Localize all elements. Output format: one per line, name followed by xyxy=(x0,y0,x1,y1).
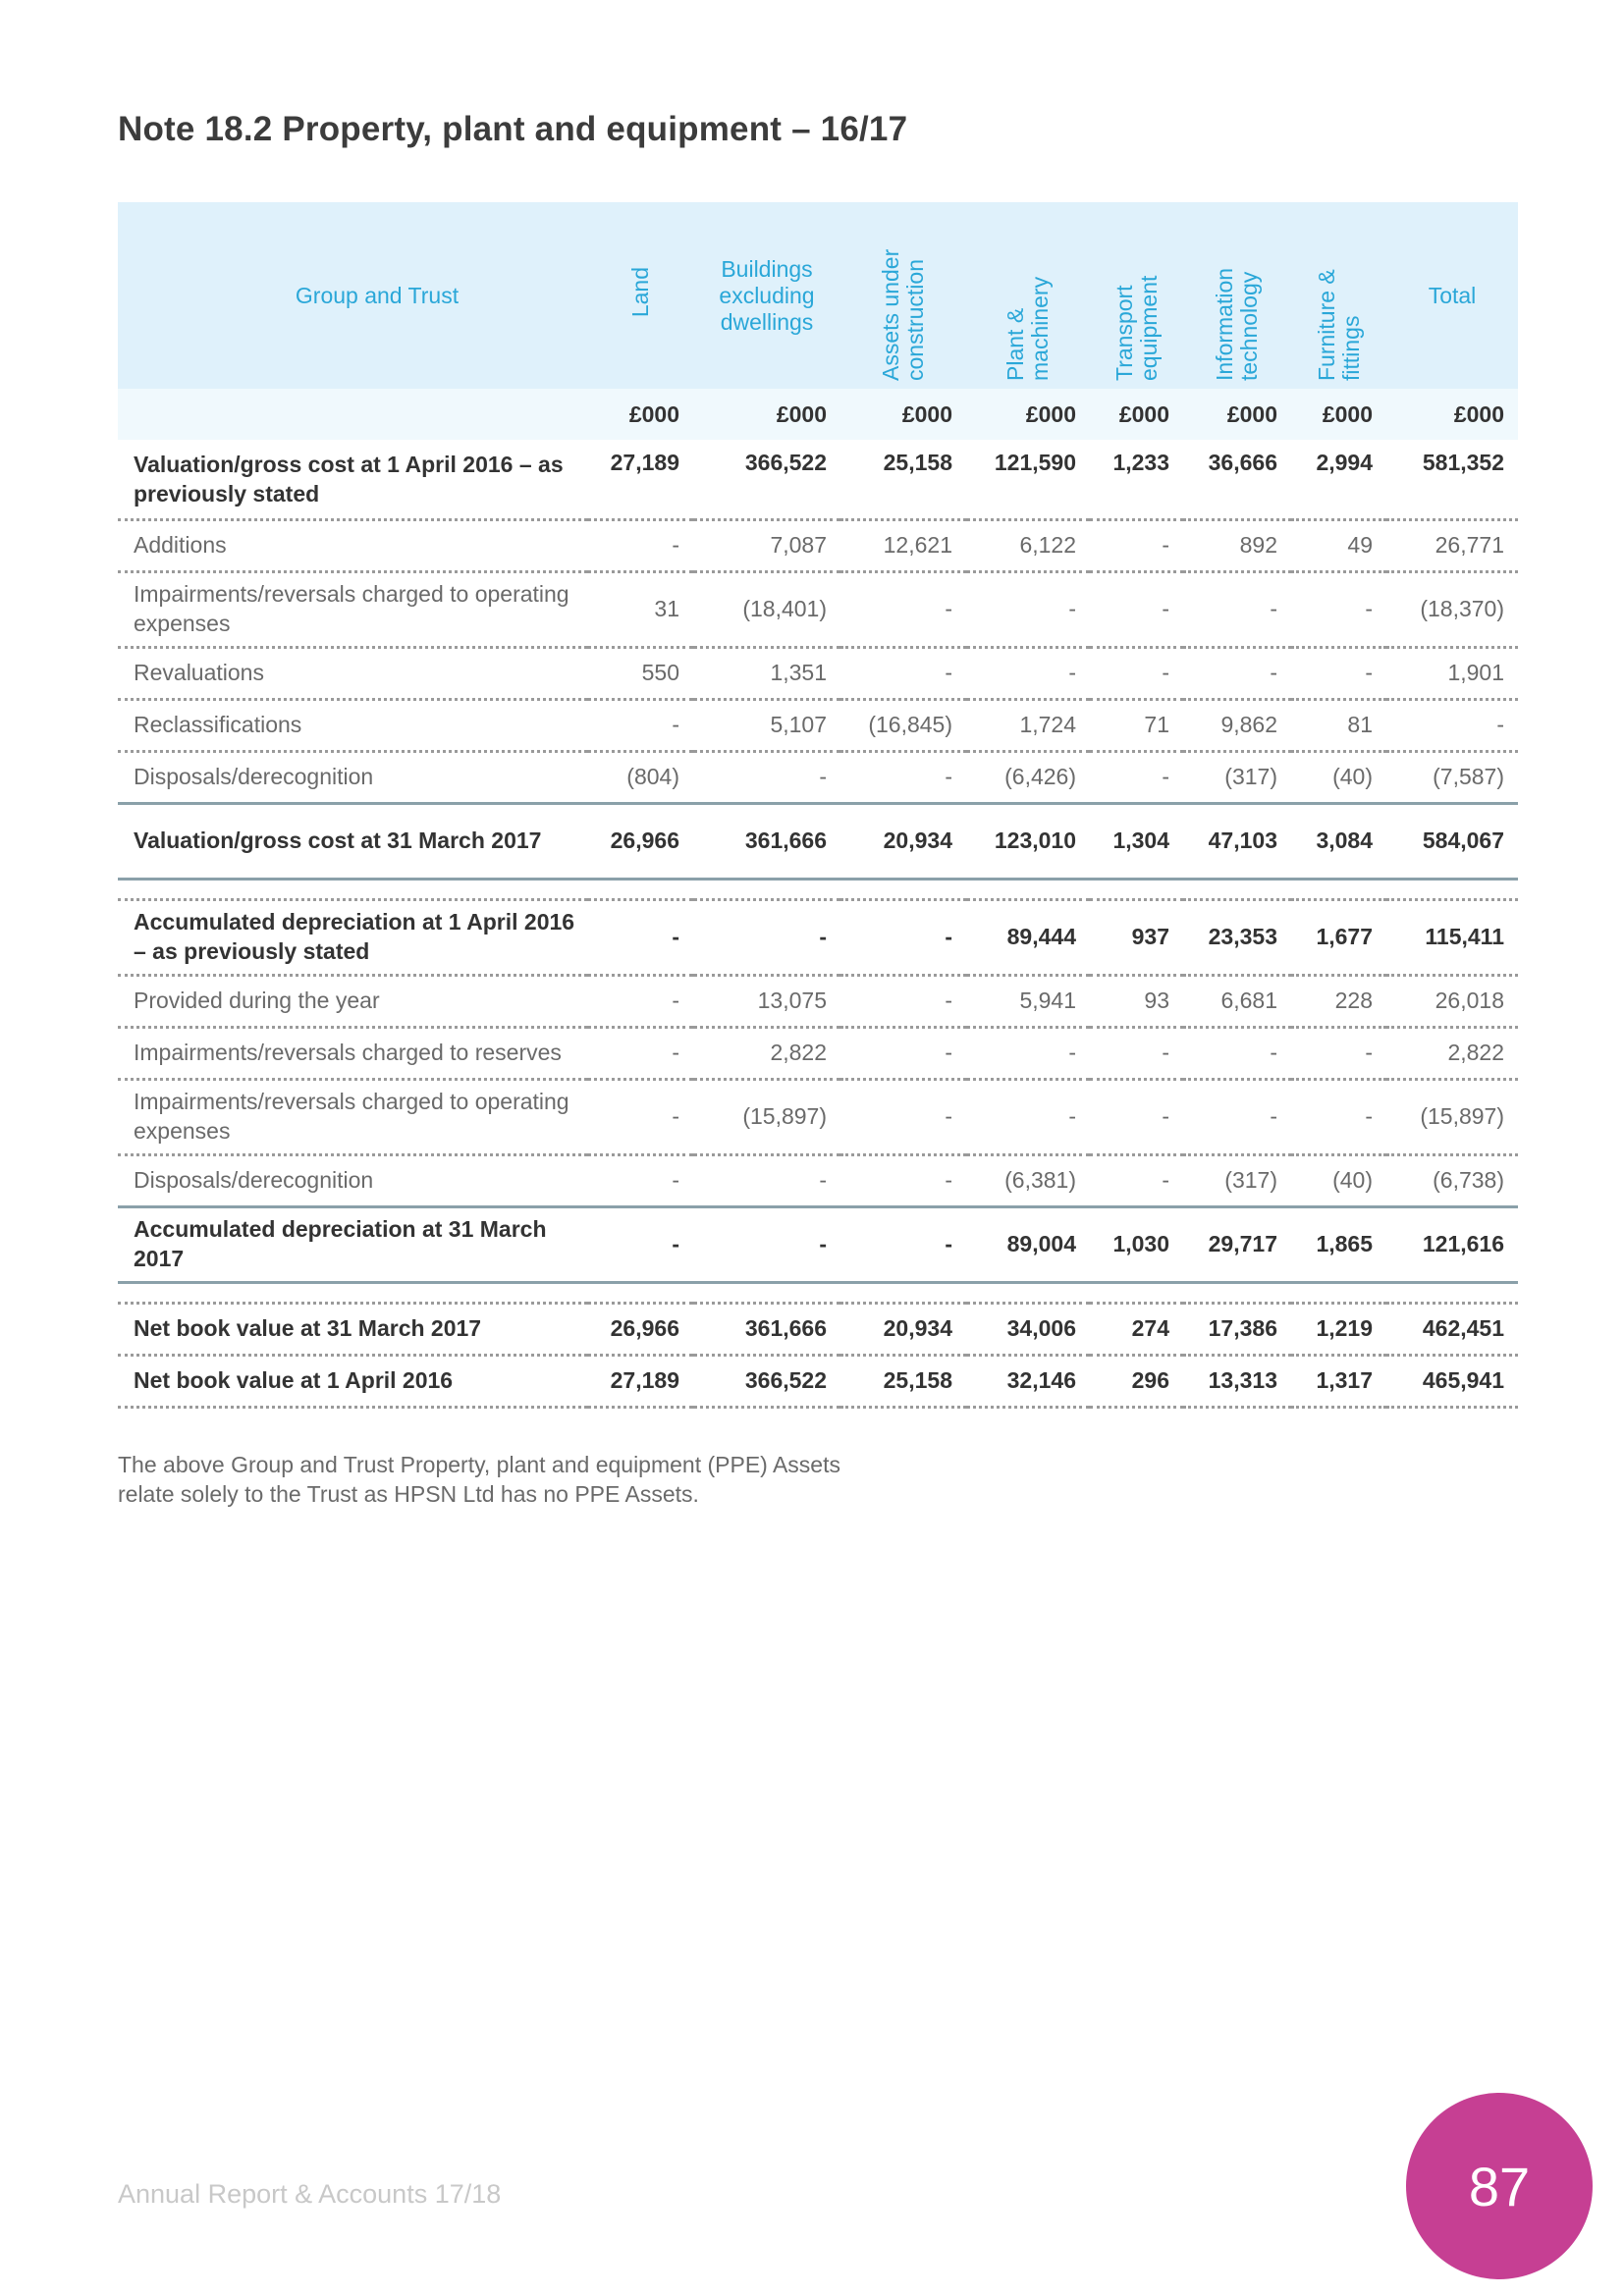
cell-value: - xyxy=(1090,520,1183,572)
table-row xyxy=(118,440,1518,520)
cell-value: - xyxy=(966,1080,1090,1155)
cell-value: 3,084 xyxy=(1291,804,1386,880)
cell-value: (15,897) xyxy=(1386,1080,1518,1155)
cell-value: - xyxy=(1291,572,1386,648)
cell-value: 361,666 xyxy=(693,1304,840,1356)
cell-value: - xyxy=(1183,1028,1291,1080)
cell-value: - xyxy=(840,1080,966,1155)
cell-value: 17,386 xyxy=(1183,1304,1291,1356)
cell-value: (6,426) xyxy=(966,752,1090,804)
unit-cell: £000 xyxy=(1291,389,1386,440)
cell-value: 1,724 xyxy=(966,700,1090,752)
ppe-table xyxy=(118,202,1518,1409)
unit-cell: £000 xyxy=(587,389,693,440)
row-label: Reclassifications xyxy=(118,700,587,752)
cell-value: 6,122 xyxy=(966,520,1090,572)
row-label: Additions xyxy=(118,520,587,572)
cell-value: 34,006 xyxy=(966,1304,1090,1356)
cell-value: (804) xyxy=(587,752,693,804)
row-label: Disposals/derecognition xyxy=(118,752,587,804)
table-row xyxy=(118,520,1518,572)
cell-value: - xyxy=(587,1080,693,1155)
cell-value: - xyxy=(587,900,693,976)
cell-value: - xyxy=(1090,648,1183,700)
unit-cell: £000 xyxy=(1386,389,1518,440)
table-row xyxy=(118,700,1518,752)
cell-value: 23,353 xyxy=(1183,900,1291,976)
spacer-row xyxy=(118,1283,1518,1304)
cell-value: - xyxy=(1090,572,1183,648)
cell-value: 121,616 xyxy=(1386,1207,1518,1283)
header-total: Total xyxy=(1386,202,1518,389)
row-label: Impairments/reversals charged to reserves xyxy=(118,1028,587,1080)
cell-value: 274 xyxy=(1090,1304,1183,1356)
cell-value: 12,621 xyxy=(840,520,966,572)
table-header-row xyxy=(118,202,1518,389)
table-row xyxy=(118,572,1518,648)
cell-value: (6,738) xyxy=(1386,1155,1518,1207)
table-row xyxy=(118,648,1518,700)
cell-value: 123,010 xyxy=(966,804,1090,880)
cell-value: (40) xyxy=(1291,752,1386,804)
cell-value: - xyxy=(1291,648,1386,700)
cell-value: 1,901 xyxy=(1386,648,1518,700)
cell-value: 1,304 xyxy=(1090,804,1183,880)
row-label: Impairments/reversals charged to operating expenses xyxy=(118,1080,587,1155)
row-label: Accumulated depreciation at 31 March 2017 xyxy=(118,1207,587,1283)
unit-cell: £000 xyxy=(1183,389,1291,440)
cell-value: 1,677 xyxy=(1291,900,1386,976)
table-row xyxy=(118,1356,1518,1408)
header-group-and-trust: Group and Trust xyxy=(118,202,587,389)
cell-value: 1,233 xyxy=(1090,440,1183,520)
cell-value: - xyxy=(587,1155,693,1207)
cell-value: 89,004 xyxy=(966,1207,1090,1283)
cell-value: 26,966 xyxy=(587,804,693,880)
cell-value: - xyxy=(840,1207,966,1283)
table-row xyxy=(118,752,1518,804)
cell-value: - xyxy=(1090,1080,1183,1155)
unit-cell: £000 xyxy=(1090,389,1183,440)
cell-value: - xyxy=(1090,752,1183,804)
unit-cell: £000 xyxy=(840,389,966,440)
cell-value: 89,444 xyxy=(966,900,1090,976)
table-row xyxy=(118,1080,1518,1155)
cell-value: 1,351 xyxy=(693,648,840,700)
cell-value: 550 xyxy=(587,648,693,700)
cell-value: - xyxy=(966,648,1090,700)
cell-value: 121,590 xyxy=(966,440,1090,520)
cell-value: 465,941 xyxy=(1386,1356,1518,1408)
cell-value: - xyxy=(587,976,693,1028)
cell-value: 27,189 xyxy=(587,1356,693,1408)
cell-value: - xyxy=(840,572,966,648)
cell-value: 93 xyxy=(1090,976,1183,1028)
header-transport xyxy=(1090,202,1183,389)
cell-value: 26,018 xyxy=(1386,976,1518,1028)
page-title: Note 18.2 Property, plant and equipment – 16/17 xyxy=(118,110,908,148)
table-row xyxy=(118,804,1518,880)
row-label: Valuation/gross cost at 1 April 2016 – as previously stated xyxy=(118,440,587,520)
header-plant xyxy=(966,202,1090,389)
header-land-text: Land xyxy=(626,267,653,318)
table-row xyxy=(118,1304,1518,1356)
header-auc xyxy=(840,202,966,389)
cell-value: - xyxy=(693,900,840,976)
cell-value: 27,189 xyxy=(587,440,693,520)
cell-value: - xyxy=(693,1207,840,1283)
cell-value: 81 xyxy=(1291,700,1386,752)
cell-value: 361,666 xyxy=(693,804,840,880)
page-number-badge: 87 xyxy=(1406,2093,1593,2279)
cell-value: (16,845) xyxy=(840,700,966,752)
cell-value: 6,681 xyxy=(1183,976,1291,1028)
header-buildings: Buildings excluding dwellings xyxy=(693,202,840,389)
cell-value: 892 xyxy=(1183,520,1291,572)
cell-value: 47,103 xyxy=(1183,804,1291,880)
cell-value: 296 xyxy=(1090,1356,1183,1408)
cell-value: 49 xyxy=(1291,520,1386,572)
cell-value: - xyxy=(840,1155,966,1207)
cell-value: - xyxy=(1183,572,1291,648)
cell-value: 71 xyxy=(1090,700,1183,752)
cell-value: 2,994 xyxy=(1291,440,1386,520)
footer-report-title: Annual Report & Accounts 17/18 xyxy=(118,2179,502,2209)
cell-value: 115,411 xyxy=(1386,900,1518,976)
cell-value: 26,966 xyxy=(587,1304,693,1356)
row-label: Net book value at 31 March 2017 xyxy=(118,1304,587,1356)
header-it xyxy=(1183,202,1291,389)
cell-value: (40) xyxy=(1291,1155,1386,1207)
cell-value: 5,107 xyxy=(693,700,840,752)
header-furniture-text: Furniture & fittings xyxy=(1313,269,1364,381)
cell-value: 29,717 xyxy=(1183,1207,1291,1283)
table-row xyxy=(118,1207,1518,1283)
cell-value: (6,381) xyxy=(966,1155,1090,1207)
cell-value: 584,067 xyxy=(1386,804,1518,880)
row-label: Impairments/reversals charged to operating expenses xyxy=(118,572,587,648)
cell-value: 26,771 xyxy=(1386,520,1518,572)
header-auc-text: Assets under construction xyxy=(878,248,928,381)
cell-value: 32,146 xyxy=(966,1356,1090,1408)
units-row xyxy=(118,389,1518,440)
row-label: Disposals/derecognition xyxy=(118,1155,587,1207)
cell-value: - xyxy=(840,900,966,976)
cell-value: - xyxy=(587,1028,693,1080)
table-row xyxy=(118,1028,1518,1080)
cell-value: 1,317 xyxy=(1291,1356,1386,1408)
header-land xyxy=(587,202,693,389)
row-label: Net book value at 1 April 2016 xyxy=(118,1356,587,1408)
cell-value: - xyxy=(840,1028,966,1080)
row-label: Valuation/gross cost at 31 March 2017 xyxy=(118,804,587,880)
cell-value: 7,087 xyxy=(693,520,840,572)
table-row xyxy=(118,1155,1518,1207)
cell-value: - xyxy=(1090,1155,1183,1207)
cell-value: - xyxy=(1291,1080,1386,1155)
cell-value: 462,451 xyxy=(1386,1304,1518,1356)
cell-value: - xyxy=(587,700,693,752)
header-furniture xyxy=(1291,202,1386,389)
cell-value: 581,352 xyxy=(1386,440,1518,520)
cell-value: 20,934 xyxy=(840,1304,966,1356)
cell-value: 366,522 xyxy=(693,440,840,520)
header-it-text: Information technology xyxy=(1212,267,1262,381)
row-label: Provided during the year xyxy=(118,976,587,1028)
cell-value: 13,313 xyxy=(1183,1356,1291,1408)
header-plant-text: Plant & machinery xyxy=(1002,276,1053,381)
cell-value: - xyxy=(1090,1028,1183,1080)
cell-value: 5,941 xyxy=(966,976,1090,1028)
cell-value: 2,822 xyxy=(693,1028,840,1080)
cell-value: (7,587) xyxy=(1386,752,1518,804)
cell-value: 2,822 xyxy=(1386,1028,1518,1080)
cell-value: - xyxy=(840,648,966,700)
cell-value: 9,862 xyxy=(1183,700,1291,752)
cell-value: 1,030 xyxy=(1090,1207,1183,1283)
cell-value: - xyxy=(966,572,1090,648)
table-row xyxy=(118,900,1518,976)
cell-value: 228 xyxy=(1291,976,1386,1028)
cell-value: - xyxy=(840,752,966,804)
cell-value: 25,158 xyxy=(840,1356,966,1408)
row-label: Accumulated depreciation at 1 April 2016 – as previously stated xyxy=(118,900,587,976)
spacer-row xyxy=(118,880,1518,900)
unit-cell: £000 xyxy=(966,389,1090,440)
cell-value: (18,401) xyxy=(693,572,840,648)
cell-value: - xyxy=(587,520,693,572)
cell-value: - xyxy=(1183,648,1291,700)
cell-value: 1,219 xyxy=(1291,1304,1386,1356)
cell-value: - xyxy=(1183,1080,1291,1155)
cell-value: 20,934 xyxy=(840,804,966,880)
cell-value: - xyxy=(693,752,840,804)
cell-value: 25,158 xyxy=(840,440,966,520)
cell-value: (18,370) xyxy=(1386,572,1518,648)
cell-value: 31 xyxy=(587,572,693,648)
cell-value: 1,865 xyxy=(1291,1207,1386,1283)
unit-cell: £000 xyxy=(693,389,840,440)
cell-value: 366,522 xyxy=(693,1356,840,1408)
cell-value: 937 xyxy=(1090,900,1183,976)
cell-value: - xyxy=(693,1155,840,1207)
header-transport-text: Transport equipment xyxy=(1110,275,1162,381)
cell-value: (317) xyxy=(1183,1155,1291,1207)
cell-value: - xyxy=(587,1207,693,1283)
ppe-table-container xyxy=(118,202,1518,1409)
cell-value: 13,075 xyxy=(693,976,840,1028)
units-blank xyxy=(118,389,587,440)
cell-value: - xyxy=(1291,1028,1386,1080)
footnote: The above Group and Trust Property, plant and equipment (PPE) Assets relate solely to the Trust as HPSN Ltd has no PPE Assets. xyxy=(118,1452,840,1507)
cell-value: - xyxy=(1386,700,1518,752)
cell-value: - xyxy=(966,1028,1090,1080)
cell-value: - xyxy=(840,976,966,1028)
cell-value: 36,666 xyxy=(1183,440,1291,520)
cell-value: (317) xyxy=(1183,752,1291,804)
row-label: Revaluations xyxy=(118,648,587,700)
cell-value: (15,897) xyxy=(693,1080,840,1155)
table-row xyxy=(118,976,1518,1028)
